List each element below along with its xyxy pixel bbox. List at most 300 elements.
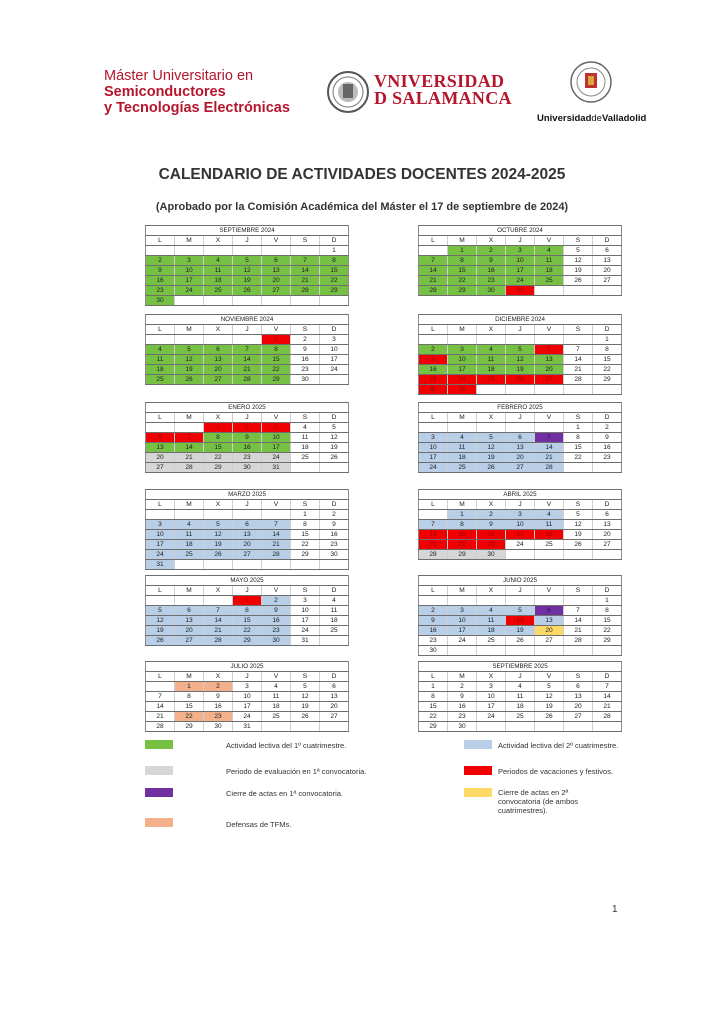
- day-cell: 5: [506, 345, 535, 355]
- uva-mid: de: [591, 113, 602, 124]
- day-cell: 15: [204, 443, 233, 453]
- day-cell: 10: [262, 433, 291, 443]
- day-cell: 3: [320, 335, 349, 345]
- day-cell: 12: [535, 692, 564, 702]
- empty-cell: [419, 335, 448, 345]
- day-cell: 3: [506, 246, 535, 256]
- day-cell: 20: [535, 365, 564, 375]
- day-cell: 15: [448, 266, 477, 276]
- day-cell: 18: [175, 540, 204, 550]
- day-cell: 7: [291, 256, 320, 266]
- empty-cell: [262, 510, 291, 520]
- day-cell: 4: [262, 682, 291, 692]
- weekday-header: X: [477, 586, 506, 596]
- weekday-header: D: [593, 236, 622, 246]
- day-cell: 26: [535, 712, 564, 722]
- day-cell: 27: [320, 712, 349, 722]
- weekday-header: D: [320, 672, 349, 682]
- weekday-header: J: [233, 413, 262, 423]
- day-cell: 26: [564, 276, 593, 286]
- day-cell: 11: [535, 520, 564, 530]
- empty-cell: [477, 423, 506, 433]
- day-cell: 14: [535, 443, 564, 453]
- day-cell: 14: [593, 692, 622, 702]
- weekday-header: D: [320, 325, 349, 335]
- day-cell: 14: [564, 616, 593, 626]
- day-cell: 5: [506, 606, 535, 616]
- day-cell: 14: [564, 355, 593, 365]
- day-cell: 4: [477, 345, 506, 355]
- day-cell: 6: [233, 520, 262, 530]
- day-cell: 19: [535, 702, 564, 712]
- empty-cell: [593, 646, 622, 656]
- empty-cell: [146, 510, 175, 520]
- day-cell: 25: [204, 286, 233, 296]
- day-cell: 16: [262, 616, 291, 626]
- empty-cell: [204, 596, 233, 606]
- day-cell: 16: [146, 276, 175, 286]
- day-cell: 16: [477, 266, 506, 276]
- weekday-header: S: [291, 672, 320, 682]
- day-cell: 26: [175, 375, 204, 385]
- day-cell: 4: [477, 606, 506, 616]
- day-cell: 9: [291, 345, 320, 355]
- day-cell: 26: [146, 636, 175, 646]
- weekday-header: D: [593, 325, 622, 335]
- weekday-header: J: [506, 236, 535, 246]
- empty-cell: [535, 335, 564, 345]
- empty-cell: [448, 335, 477, 345]
- empty-cell: [477, 722, 506, 732]
- weekday-header: D: [593, 500, 622, 510]
- weekday-header: V: [535, 586, 564, 596]
- legend-label-closing-2nd-3: cuatrimestres).: [498, 806, 548, 815]
- day-cell: 15: [291, 530, 320, 540]
- day-cell: 19: [564, 266, 593, 276]
- master-line-2: Semiconductores: [104, 84, 226, 100]
- empty-cell: [204, 296, 233, 306]
- day-cell: 30: [320, 550, 349, 560]
- day-cell: 28: [564, 375, 593, 385]
- empty-cell: [593, 286, 622, 296]
- weekday-header: D: [593, 413, 622, 423]
- month-title: ABRIL 2025: [419, 490, 622, 500]
- empty-cell: [204, 335, 233, 345]
- month-title: MARZO 2025: [146, 490, 349, 500]
- weekday-header: X: [477, 325, 506, 335]
- weekday-header: S: [291, 236, 320, 246]
- day-cell: 21: [291, 276, 320, 286]
- empty-cell: [146, 682, 175, 692]
- day-cell: 12: [506, 616, 535, 626]
- day-cell: 4: [448, 433, 477, 443]
- day-cell: 23: [448, 712, 477, 722]
- empty-cell: [506, 385, 535, 395]
- empty-cell: [175, 510, 204, 520]
- day-cell: 1: [593, 335, 622, 345]
- day-cell: 16: [419, 365, 448, 375]
- day-cell: 6: [175, 606, 204, 616]
- weekday-header: V: [535, 500, 564, 510]
- day-cell: 4: [535, 246, 564, 256]
- day-cell: 19: [146, 626, 175, 636]
- weekday-header: V: [262, 500, 291, 510]
- day-cell: 19: [175, 365, 204, 375]
- day-cell: 30: [262, 636, 291, 646]
- day-cell: 10: [175, 266, 204, 276]
- day-cell: 10: [419, 443, 448, 453]
- weekday-header: M: [175, 672, 204, 682]
- day-cell: 8: [419, 692, 448, 702]
- day-cell: 21: [175, 453, 204, 463]
- day-cell: 11: [477, 355, 506, 365]
- day-cell: 1: [448, 510, 477, 520]
- day-cell: 3: [146, 520, 175, 530]
- weekday-header: X: [477, 413, 506, 423]
- day-cell: 31: [262, 463, 291, 473]
- day-cell: 27: [233, 550, 262, 560]
- empty-cell: [564, 550, 593, 560]
- day-cell: 8: [320, 256, 349, 266]
- day-cell: 1: [564, 423, 593, 433]
- empty-cell: [593, 550, 622, 560]
- weekday-header: V: [262, 672, 291, 682]
- weekday-header: S: [291, 325, 320, 335]
- day-cell: 30: [477, 550, 506, 560]
- day-cell: 12: [320, 433, 349, 443]
- month-title: FEBRERO 2025: [419, 403, 622, 413]
- day-cell: 25: [535, 276, 564, 286]
- empty-cell: [564, 596, 593, 606]
- day-cell: 21: [535, 453, 564, 463]
- master-line-3: y Tecnologías Electrónicas: [104, 100, 290, 116]
- day-cell: 14: [291, 266, 320, 276]
- day-cell: 28: [593, 712, 622, 722]
- month-title: JULIO 2025: [146, 662, 349, 672]
- day-cell: 23: [291, 365, 320, 375]
- day-cell: 21: [419, 540, 448, 550]
- day-cell: 12: [506, 355, 535, 365]
- day-cell: 20: [593, 530, 622, 540]
- month-calendar: [418, 661, 622, 732]
- weekday-header: L: [419, 672, 448, 682]
- day-cell: 17: [419, 453, 448, 463]
- day-cell: 6: [535, 345, 564, 355]
- day-cell: 3: [175, 256, 204, 266]
- weekday-header: V: [262, 236, 291, 246]
- day-cell: 9: [262, 606, 291, 616]
- day-cell: 23: [419, 636, 448, 646]
- day-cell: 17: [448, 626, 477, 636]
- weekday-header: V: [535, 236, 564, 246]
- day-cell: 30: [233, 463, 262, 473]
- day-cell: 11: [506, 692, 535, 702]
- day-cell: 10: [506, 256, 535, 266]
- day-cell: 17: [233, 702, 262, 712]
- day-cell: 11: [175, 530, 204, 540]
- day-cell: 2: [204, 682, 233, 692]
- weekday-header: J: [506, 413, 535, 423]
- day-cell: 27: [564, 712, 593, 722]
- day-cell: 23: [477, 276, 506, 286]
- day-cell: 25: [535, 540, 564, 550]
- day-cell: 7: [593, 682, 622, 692]
- day-cell: 12: [564, 256, 593, 266]
- day-cell: 14: [419, 266, 448, 276]
- empty-cell: [146, 423, 175, 433]
- empty-cell: [146, 335, 175, 345]
- day-cell: 21: [262, 540, 291, 550]
- day-cell: 22: [175, 712, 204, 722]
- empty-cell: [146, 246, 175, 256]
- day-cell: 7: [204, 606, 233, 616]
- day-cell: 2: [262, 596, 291, 606]
- day-cell: 16: [291, 355, 320, 365]
- weekday-header: X: [204, 586, 233, 596]
- day-cell: 20: [320, 702, 349, 712]
- day-cell: 21: [146, 712, 175, 722]
- weekday-header: J: [506, 325, 535, 335]
- empty-cell: [564, 385, 593, 395]
- day-cell: 26: [204, 550, 233, 560]
- day-cell: 20: [535, 626, 564, 636]
- day-cell: 12: [146, 616, 175, 626]
- day-cell: 23: [477, 540, 506, 550]
- day-cell: 22: [291, 540, 320, 550]
- legend-swatch-tfm: [145, 818, 173, 827]
- day-cell: 19: [233, 276, 262, 286]
- weekday-header: J: [233, 586, 262, 596]
- weekday-header: S: [564, 500, 593, 510]
- empty-cell: [535, 550, 564, 560]
- day-cell: 19: [320, 443, 349, 453]
- empty-cell: [593, 463, 622, 473]
- day-cell: 4: [146, 345, 175, 355]
- day-cell: 8: [175, 692, 204, 702]
- month-calendar: [418, 402, 622, 473]
- day-cell: 9: [233, 433, 262, 443]
- day-cell: 23: [233, 453, 262, 463]
- day-cell: 24: [477, 712, 506, 722]
- master-name: [104, 68, 290, 116]
- day-cell: 20: [204, 365, 233, 375]
- empty-cell: [419, 510, 448, 520]
- day-cell: 5: [291, 682, 320, 692]
- day-cell: 20: [593, 266, 622, 276]
- empty-cell: [448, 596, 477, 606]
- day-cell: 21: [204, 626, 233, 636]
- day-cell: 16: [320, 530, 349, 540]
- day-cell: 9: [477, 520, 506, 530]
- day-cell: 8: [291, 520, 320, 530]
- day-cell: 8: [204, 433, 233, 443]
- empty-cell: [506, 550, 535, 560]
- day-cell: 9: [448, 692, 477, 702]
- empty-cell: [262, 722, 291, 732]
- day-cell: 12: [291, 692, 320, 702]
- day-cell: 2: [419, 606, 448, 616]
- weekday-header: X: [477, 672, 506, 682]
- empty-cell: [535, 286, 564, 296]
- day-cell: 8: [564, 433, 593, 443]
- day-cell: 24: [291, 626, 320, 636]
- day-cell: 4: [535, 510, 564, 520]
- legend-label-tfm: Defensas de TFMs.: [226, 820, 292, 829]
- weekday-header: L: [419, 236, 448, 246]
- day-cell: 5: [564, 510, 593, 520]
- day-cell: 1: [593, 596, 622, 606]
- day-cell: 31: [233, 722, 262, 732]
- day-cell: 30: [448, 722, 477, 732]
- day-cell: 6: [506, 433, 535, 443]
- day-cell: 20: [233, 540, 262, 550]
- day-cell: 29: [419, 722, 448, 732]
- weekday-header: S: [291, 586, 320, 596]
- day-cell: 21: [419, 276, 448, 286]
- empty-cell: [175, 335, 204, 345]
- usal-logo-text: [374, 73, 512, 107]
- day-cell: 9: [419, 355, 448, 365]
- day-cell: 17: [506, 266, 535, 276]
- day-cell: 28: [175, 463, 204, 473]
- empty-cell: [535, 646, 564, 656]
- day-cell: 27: [175, 636, 204, 646]
- empty-cell: [291, 246, 320, 256]
- master-line-1: Máster Universitario en: [104, 68, 254, 84]
- uva-end: Valladolid: [601, 113, 647, 124]
- page-title: CALENDARIO DE ACTIVIDADES DOCENTES 2024-2025: [158, 166, 566, 183]
- day-cell: 6: [320, 682, 349, 692]
- empty-cell: [506, 423, 535, 433]
- day-cell: 3: [506, 510, 535, 520]
- day-cell: 24: [146, 550, 175, 560]
- day-cell: 29: [448, 286, 477, 296]
- day-cell: 13: [535, 616, 564, 626]
- day-cell: 25: [146, 375, 175, 385]
- day-cell: 26: [233, 286, 262, 296]
- day-cell: 13: [535, 355, 564, 365]
- day-cell: 3: [262, 423, 291, 433]
- day-cell: 2: [419, 345, 448, 355]
- day-cell: 28: [291, 286, 320, 296]
- day-cell: 25: [291, 453, 320, 463]
- legend-swatch-holidays: [464, 766, 492, 775]
- month-title: SEPTIEMBRE 2025: [419, 662, 622, 672]
- day-cell: 29: [593, 375, 622, 385]
- empty-cell: [204, 246, 233, 256]
- day-cell: 13: [233, 530, 262, 540]
- day-cell: 22: [204, 453, 233, 463]
- empty-cell: [564, 722, 593, 732]
- weekday-header: V: [262, 413, 291, 423]
- empty-cell: [204, 510, 233, 520]
- empty-cell: [419, 596, 448, 606]
- day-cell: 11: [204, 266, 233, 276]
- empty-cell: [564, 286, 593, 296]
- day-cell: 27: [204, 375, 233, 385]
- empty-cell: [262, 296, 291, 306]
- day-cell: 7: [233, 345, 262, 355]
- day-cell: 5: [204, 520, 233, 530]
- day-cell: 7: [262, 520, 291, 530]
- day-cell: 11: [320, 606, 349, 616]
- legend-label-closing-1st: Cierre de actas en 1ª convocatoria.: [226, 789, 344, 798]
- day-cell: 19: [564, 530, 593, 540]
- day-cell: 28: [535, 463, 564, 473]
- day-cell: 6: [535, 606, 564, 616]
- empty-cell: [146, 596, 175, 606]
- day-cell: 29: [320, 286, 349, 296]
- day-cell: 30: [419, 646, 448, 656]
- day-cell: 20: [146, 453, 175, 463]
- day-cell: 23: [146, 286, 175, 296]
- day-cell: 4: [175, 520, 204, 530]
- day-cell: 5: [564, 246, 593, 256]
- day-cell: 9: [593, 433, 622, 443]
- day-cell: 21: [564, 365, 593, 375]
- day-cell: 13: [320, 692, 349, 702]
- day-cell: 3: [233, 682, 262, 692]
- day-cell: 6: [593, 510, 622, 520]
- empty-cell: [477, 335, 506, 345]
- day-cell: 23: [320, 540, 349, 550]
- day-cell: 10: [448, 355, 477, 365]
- weekday-header: J: [233, 672, 262, 682]
- empty-cell: [448, 646, 477, 656]
- day-cell: 7: [175, 433, 204, 443]
- weekday-header: X: [204, 672, 233, 682]
- weekday-header: M: [175, 586, 204, 596]
- day-cell: 15: [262, 355, 291, 365]
- day-cell: 10: [233, 692, 262, 702]
- day-cell: 22: [593, 626, 622, 636]
- day-cell: 22: [593, 365, 622, 375]
- uva-logo-text: [537, 113, 646, 124]
- day-cell: 13: [204, 355, 233, 365]
- day-cell: 6: [593, 246, 622, 256]
- month-calendar: [145, 314, 349, 385]
- day-cell: 15: [564, 443, 593, 453]
- empty-cell: [320, 463, 349, 473]
- day-cell: 16: [204, 702, 233, 712]
- weekday-header: M: [175, 325, 204, 335]
- day-cell: 14: [175, 443, 204, 453]
- day-cell: 11: [448, 443, 477, 453]
- day-cell: 6: [204, 345, 233, 355]
- day-cell: 28: [419, 550, 448, 560]
- page-number: 1: [612, 904, 618, 915]
- empty-cell: [564, 646, 593, 656]
- legend-label-closing-2nd-1: Cierre de actas en 2ª: [498, 788, 569, 797]
- weekday-header: L: [146, 413, 175, 423]
- month-title: MAYO 2025: [146, 576, 349, 586]
- day-cell: 1: [175, 682, 204, 692]
- empty-cell: [262, 560, 291, 570]
- empty-cell: [175, 596, 204, 606]
- day-cell: 7: [419, 520, 448, 530]
- weekday-header: D: [320, 413, 349, 423]
- month-calendar: [145, 575, 349, 646]
- day-cell: 31: [291, 636, 320, 646]
- weekday-header: J: [506, 586, 535, 596]
- day-cell: 5: [320, 423, 349, 433]
- weekday-header: S: [564, 325, 593, 335]
- weekday-header: D: [320, 236, 349, 246]
- day-cell: 2: [146, 256, 175, 266]
- empty-cell: [593, 385, 622, 395]
- month-title: ENERO 2025: [146, 403, 349, 413]
- weekday-header: S: [291, 500, 320, 510]
